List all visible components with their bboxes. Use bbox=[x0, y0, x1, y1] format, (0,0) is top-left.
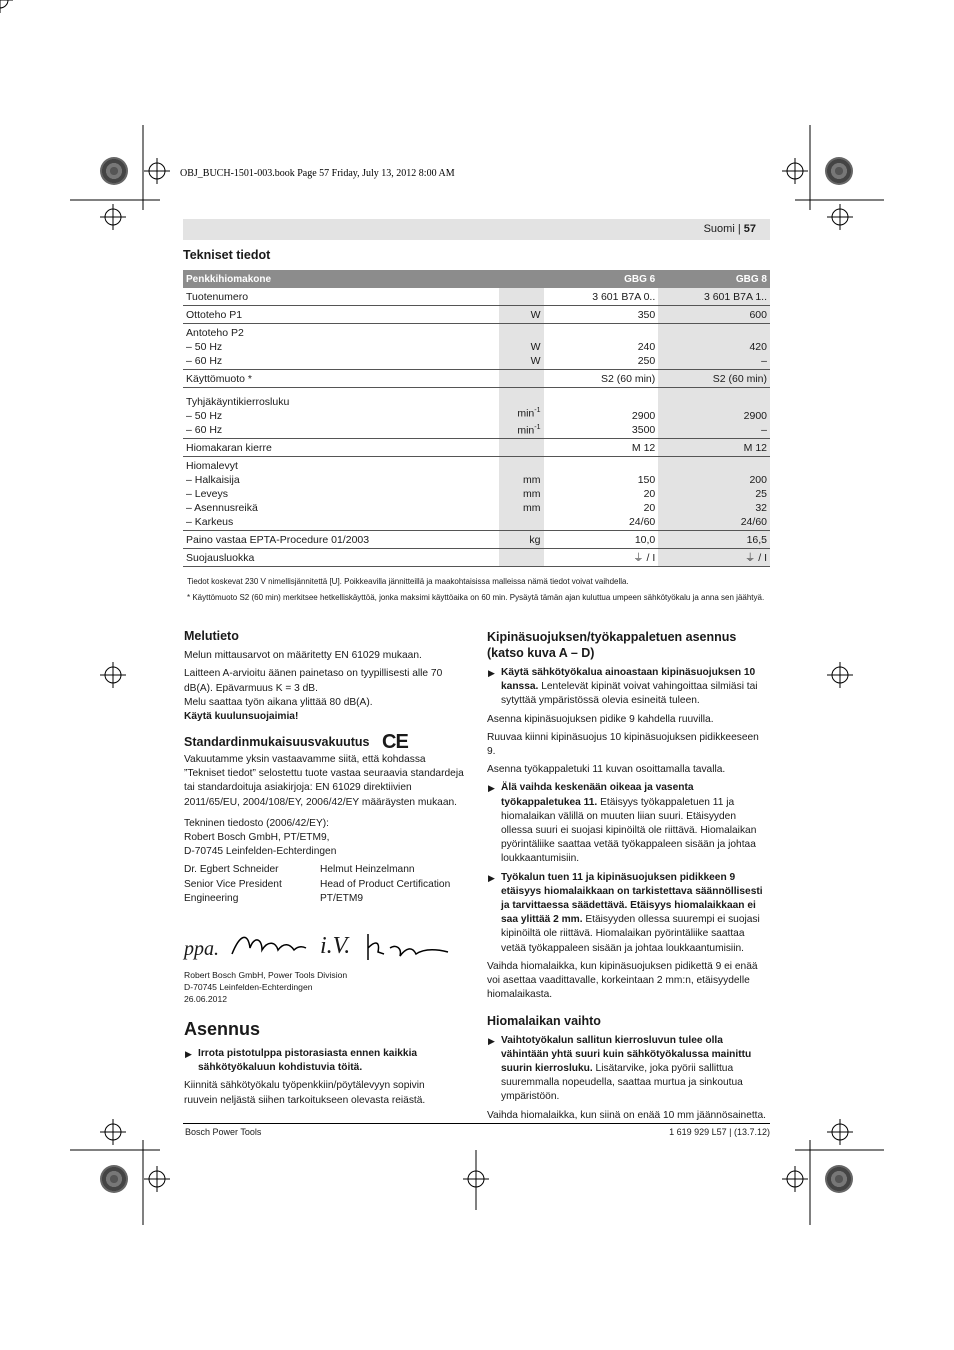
spec-cell-v2 bbox=[658, 457, 770, 531]
spec-row bbox=[183, 439, 770, 457]
spec-cell-v1 bbox=[544, 288, 659, 306]
spec-cell-line: 32 bbox=[755, 502, 767, 514]
spec-cell-v2 bbox=[658, 306, 770, 324]
spec-cell-line: mm bbox=[523, 474, 541, 486]
col-header bbox=[499, 270, 544, 288]
spec-row bbox=[183, 457, 770, 531]
melu-title: Melutieto bbox=[184, 629, 239, 643]
spec-cell-line: $\min^{-1}$ bbox=[517, 407, 541, 420]
spec-cell-label bbox=[183, 370, 499, 388]
spec-cell-line: 150 bbox=[637, 474, 656, 486]
kip-p1: Asenna kipinäsuojuksen pidike 9 kahdella ruuvilla. bbox=[487, 713, 714, 725]
right-column bbox=[487, 629, 769, 1127]
spec-cell-line: 250 bbox=[637, 355, 656, 367]
spec-cell-v2 bbox=[658, 288, 770, 306]
vaihto-title: Hiomalaikan vaihto bbox=[487, 1014, 601, 1029]
tech-title: Tekniset tiedot bbox=[183, 248, 271, 262]
spec-cell-line: S2 (60 min) bbox=[600, 373, 656, 385]
spec-cell-v2 bbox=[658, 388, 770, 439]
asennus-bullet-1 bbox=[184, 1047, 460, 1075]
spec-cell-line: 20 bbox=[643, 502, 656, 514]
signatories bbox=[184, 863, 464, 906]
spec-cell-v2 bbox=[658, 370, 770, 388]
spec-cell-line: Paino vastaa EPTA-Procedure 01/2003 bbox=[186, 534, 370, 546]
spec-cell-v2 bbox=[658, 324, 770, 370]
spec-cell-line: Tyhjäkäyntikierrosluku bbox=[186, 396, 290, 408]
spec-cell-line bbox=[502, 372, 541, 386]
std-title: Standardinmukaisuusvakuutus bbox=[184, 735, 370, 749]
spec-cell-line bbox=[547, 326, 656, 340]
kip-bullet-3 bbox=[487, 871, 769, 956]
spec-cell-line: ⏚ / I bbox=[744, 552, 767, 564]
spec-cell-line: – Karkeus bbox=[186, 516, 234, 528]
spec-cell-line: S2 (60 min) bbox=[712, 373, 767, 385]
spec-cell-v2 bbox=[658, 531, 770, 549]
spec-cell-line: $\min^{-1}$ bbox=[517, 423, 541, 436]
asennus-bullet-1-text: Irrota pistotulppa pistorasiasta ennen kaikkia sähkötyökaluun kohdistuvia töitä. bbox=[198, 1048, 418, 1074]
spec-cell-v2 bbox=[658, 439, 770, 457]
spec-cell-line bbox=[661, 395, 767, 409]
spec-header-row bbox=[183, 270, 770, 288]
spec-cell-line: – Asennusreikä bbox=[186, 502, 258, 514]
spec-cell-line bbox=[502, 515, 541, 529]
spec-cell-line: mm bbox=[523, 502, 541, 514]
spec-cell-line: Antoteho P2 bbox=[186, 327, 244, 339]
spec-cell-line bbox=[547, 459, 656, 473]
spec-cell-v1 bbox=[544, 549, 659, 567]
kip-bullet-1 bbox=[487, 666, 769, 709]
spec-cell-label bbox=[183, 439, 499, 457]
spec-cell-v1 bbox=[544, 439, 659, 457]
spec-cell-unit bbox=[499, 549, 544, 567]
melu-p1: Melun mittausarvot on määritetty EN 61029 mukaan. bbox=[184, 650, 422, 662]
spec-cell-line: Käyttömuoto * bbox=[186, 373, 252, 385]
vaihto-bullet-1-rest: Lisätarvike, joka pyörii sallittua suuremmalla nopeudella, saattaa murtua ja sinkoutua ympäristöön. bbox=[501, 1063, 743, 1103]
bullet-arrow-icon: ▶ bbox=[488, 1035, 495, 1046]
spec-cell-line bbox=[661, 326, 767, 340]
kip-bullet-3-rest: Etäisyyden ollessa suurempi ei suojasi kipinöiltä ole riittävä. Hiomalaikan pyörintäliike saattaa vetää työkappaleen sisään ja johtaa loukkaantumisiin. bbox=[501, 914, 760, 954]
file-header: OBJ_BUCH-1501-003.book Page 57 Friday, July 13, 2012 8:00 AM bbox=[180, 168, 455, 179]
signature-1-icon bbox=[228, 928, 308, 962]
bullet-arrow-icon: ▶ bbox=[488, 872, 495, 883]
address-block bbox=[184, 969, 464, 1005]
spec-cell-line: 3 601 B7A 1.. bbox=[703, 291, 767, 303]
signature-prefix-1: ppa. bbox=[184, 938, 219, 960]
spec-cell-line: – Leveys bbox=[186, 488, 229, 500]
asennus-block bbox=[184, 1047, 460, 1112]
melu-p2: Laitteen A-arvioitu äänen painetaso on tyypillisesti alle 70 dB(A). Epävarmuus K = 3 dB. bbox=[184, 668, 443, 694]
ce-mark: CE bbox=[382, 731, 408, 753]
spec-cell-line: ⏚ / I bbox=[633, 552, 656, 564]
spec-cell-line: – 50 Hz bbox=[186, 341, 223, 353]
spec-cell-unit bbox=[499, 288, 544, 306]
spec-cell-line: W bbox=[530, 355, 541, 367]
footer-right: 1 619 929 L57 | (13.7.12) bbox=[669, 1127, 770, 1137]
std-p2c: D-70745 Leinfelden-Echterdingen bbox=[184, 846, 337, 858]
spec-cell-line: Ottoteho P1 bbox=[186, 309, 243, 321]
spec-cell-line: 350 bbox=[637, 309, 656, 321]
spec-cell-line bbox=[502, 441, 541, 455]
spec-table bbox=[183, 270, 770, 567]
melu-p3: Melu saattaa työn aikana ylittää 80 dB(A). bbox=[184, 696, 373, 708]
kip-bullet-2 bbox=[487, 781, 769, 866]
kip-p4: Vaihda hiomalaikka, kun kipinäsuojuksen pidikettä 9 ei enää voi asettaa vaadittavalle, korkeintaan 2 mm:n, etäisyydelle hiomalaikasta. bbox=[487, 960, 758, 1001]
spec-cell-v1 bbox=[544, 370, 659, 388]
kip-p2: Ruuvaa kiinni kipinäsuojus 10 kipinäsuojuksen pidikkeeseen 9. bbox=[487, 731, 759, 758]
spec-cell-line bbox=[502, 390, 541, 404]
spec-cell-line: – 50 Hz bbox=[186, 410, 223, 422]
spec-cell-label bbox=[183, 388, 499, 439]
spec-row bbox=[183, 306, 770, 324]
address-line-1: Robert Bosch GmbH, Power Tools Division bbox=[184, 970, 348, 980]
sig2-title2: PT/ETM9 bbox=[320, 892, 364, 904]
spec-cell-line: M 12 bbox=[743, 442, 767, 454]
spec-cell-line: 3500 bbox=[631, 424, 656, 436]
std-p2b: Robert Bosch GmbH, PT/ETM9, bbox=[184, 832, 330, 844]
spec-row bbox=[183, 388, 770, 439]
sig1-title2: Engineering bbox=[184, 892, 239, 904]
spec-cell-line bbox=[661, 459, 767, 473]
col-header: GBG 6 bbox=[544, 270, 659, 288]
address-line-3: 26.06.2012 bbox=[184, 994, 228, 1004]
spec-row bbox=[183, 531, 770, 549]
footer-left: Bosch Power Tools bbox=[185, 1127, 262, 1137]
tech-note-1: Tiedot koskevat 230 V nimellisjännitettä [U]. Poikkeavilla jännitteillä ja maakohtaisissa malleissa nämä tiedot voivat vaihdella. bbox=[187, 577, 629, 586]
spec-cell-unit bbox=[499, 388, 544, 439]
sig2-name: Helmut Heinzelmann bbox=[320, 864, 415, 876]
spec-cell-v1 bbox=[544, 324, 659, 370]
spec-cell-line: M 12 bbox=[631, 442, 656, 454]
sig1-title1: Senior Vice President bbox=[184, 878, 282, 890]
spec-row bbox=[183, 370, 770, 388]
spec-cell-label bbox=[183, 324, 499, 370]
kip-bullet-3-bold: Työkalun tuen 11 ja kipinäsuojuksen pidikkeen 9 etäisyys hiomalaikkaan on tarkistettava säännöllisesti ja tarvittaessa säädettävä. Etäisyys hiomalaikkaan ei saa ylittää 2 mm. bbox=[501, 871, 763, 926]
kip-bullet-2-bold: Älä vaihda keskenään oikeaa ja vasenta työkappaletukea 11. bbox=[501, 782, 694, 808]
spec-cell-line: – Halkaisija bbox=[186, 474, 240, 486]
spec-cell-line: 16,5 bbox=[746, 534, 767, 546]
spec-cell-line: – 60 Hz bbox=[186, 355, 223, 367]
spec-cell-line: 600 bbox=[749, 309, 767, 321]
spec-cell-v1 bbox=[544, 388, 659, 439]
address-line-2: D-70745 Leinfelden-Echterdingen bbox=[184, 982, 313, 992]
sig2-title1: Head of Product Certification bbox=[320, 878, 451, 890]
col-header: GBG 8 bbox=[658, 270, 770, 288]
vaihto-p1: Vaihda hiomalaikka, kun siinä on enää 10 mm jäännösainetta. bbox=[487, 1109, 767, 1121]
spec-cell-line: 3 601 B7A 0.. bbox=[592, 291, 656, 303]
spec-cell-line: – 60 Hz bbox=[186, 424, 223, 436]
spec-cell-line: 240 bbox=[637, 341, 656, 353]
spec-cell-v1 bbox=[544, 306, 659, 324]
kip-bullet-1-bold: Käytä sähkötyökalua ainoastaan kipinäsuojuksen 10 kanssa. bbox=[501, 667, 756, 693]
spec-cell-v1 bbox=[544, 457, 659, 531]
spec-cell-line: 24/60 bbox=[740, 516, 767, 528]
std-block bbox=[184, 753, 464, 906]
bullet-arrow-icon: ▶ bbox=[185, 1049, 192, 1059]
bullet-arrow-icon: ▶ bbox=[488, 783, 495, 794]
spec-cell-line: 24/60 bbox=[628, 516, 656, 528]
spec-cell-label bbox=[183, 531, 499, 549]
running-head bbox=[183, 219, 770, 240]
spec-cell-line: 420 bbox=[749, 341, 767, 353]
col-header: Penkkihiomakone bbox=[183, 270, 499, 288]
spec-cell-line: 200 bbox=[749, 474, 767, 486]
spec-cell-line: 2900 bbox=[631, 410, 656, 422]
spec-cell-line bbox=[547, 395, 656, 409]
spec-cell-line: Hiomalevyt bbox=[186, 460, 238, 472]
spec-cell-unit bbox=[499, 531, 544, 549]
page-number: Suomi | 57 bbox=[703, 223, 756, 235]
kip-title: Kipinäsuojuksen/työkappaletuen asennus (katso kuva A – D) bbox=[487, 630, 737, 660]
spec-cell-line: Suojausluokka bbox=[186, 552, 255, 564]
spec-cell-line: W bbox=[530, 341, 541, 353]
spec-cell-line: 20 bbox=[643, 488, 656, 500]
spec-cell-line: kg bbox=[529, 534, 541, 546]
bullet-arrow-icon: ▶ bbox=[488, 668, 495, 678]
kip-p3: Asenna työkappaletuki 11 kuvan osoittamalla tavalla. bbox=[487, 764, 726, 776]
spec-cell-line bbox=[502, 290, 541, 304]
std-p1: Vakuutamme yksin vastaavamme siitä, että kohdassa ”Tekniset tiedot” selostettu tuote vastaa seuraavia standardeja tai standardoituja asiakirjoja: EN 61029 direktiivien 2011/65/EU, 2004/108/EY, 2006/42/EY määräysten mukaan. bbox=[184, 754, 464, 808]
vaihto-bullet-1 bbox=[487, 1034, 769, 1105]
left-column bbox=[184, 629, 464, 728]
spec-cell-line: mm bbox=[523, 488, 541, 500]
vaihto-bullet-1-bold: Vaihtotyökalun sallitun kierrosluvun tulee olla vähintään yhtä suuri kuin sähkötyökalussa mainittu suurin kierrosluku. bbox=[501, 1034, 752, 1075]
spec-row bbox=[183, 549, 770, 567]
spec-cell-line: W bbox=[530, 309, 541, 321]
spec-cell-line: 10,0 bbox=[634, 534, 656, 546]
spec-row bbox=[183, 288, 770, 306]
spec-cell-unit bbox=[499, 370, 544, 388]
kip-bullet-1-rest: Lentelevät kipinät voivat vahingoittaa silmiäsi tai sytyttää ympäristössä olevia esineitä tuleen. bbox=[501, 681, 758, 707]
spec-cell-line: Tuotenumero bbox=[186, 291, 249, 303]
signature-2-icon bbox=[362, 930, 452, 964]
spec-cell-line bbox=[502, 326, 541, 340]
tech-note-2: * Käyttömuoto S2 (60 min) merkitsee hetkelliskäyttöä, jonka maksimi käyttöaika on 60 min. Pysäytä tämän ajan kuluttua umpeen sähkötyökalu ja anna sen jäähtyä. bbox=[187, 593, 765, 602]
spec-cell-label bbox=[183, 288, 499, 306]
kip-bullet-2-rest: Etäisyys työkappaletuen 11 ja hiomalaikan välillä on muuten liian suuri. Etäisyyden ollessa suuri ei suojasi kipinöiltä ole riittävä. Hiomalaikan pyörintäliike saattaa vetää työkappaleen sisään ja johtaa loukkaantumisiin. bbox=[501, 796, 757, 865]
signature-prefix-2: i.V. bbox=[320, 933, 351, 959]
spec-cell-unit bbox=[499, 306, 544, 324]
spec-cell-v2 bbox=[658, 549, 770, 567]
spec-cell-line: 2900 bbox=[743, 410, 767, 422]
spec-cell-v1 bbox=[544, 531, 659, 549]
spec-cell-line bbox=[502, 459, 541, 473]
footer-rule bbox=[183, 1123, 770, 1124]
spec-cell-line bbox=[502, 551, 541, 565]
spec-cell-unit bbox=[499, 439, 544, 457]
spec-cell-label bbox=[183, 549, 499, 567]
spec-cell-label bbox=[183, 457, 499, 531]
spec-cell-unit bbox=[499, 457, 544, 531]
melu-p4: Käytä kuulunsuojaimia! bbox=[184, 711, 299, 723]
asennus-p1: Kiinnitä sähkötyökalu työpenkkiin/pöytälevyyn sopivin ruuvein neljästä siihen tarkoitukseen olevasta reiästä. bbox=[184, 1080, 426, 1106]
spec-cell-line: Hiomakaran kierre bbox=[186, 442, 272, 454]
sig1-name: Dr. Egbert Schneider bbox=[184, 864, 279, 876]
spec-cell-label bbox=[183, 306, 499, 324]
asennus-title: Asennus bbox=[184, 1019, 261, 1039]
spec-cell-unit bbox=[499, 324, 544, 370]
spec-cell-line: – bbox=[761, 355, 767, 367]
spec-cell-line: – bbox=[761, 424, 767, 436]
spec-cell-line: 25 bbox=[755, 488, 767, 500]
std-p2a: Tekninen tiedosto (2006/42/EY): bbox=[184, 817, 329, 829]
spec-row bbox=[183, 324, 770, 370]
